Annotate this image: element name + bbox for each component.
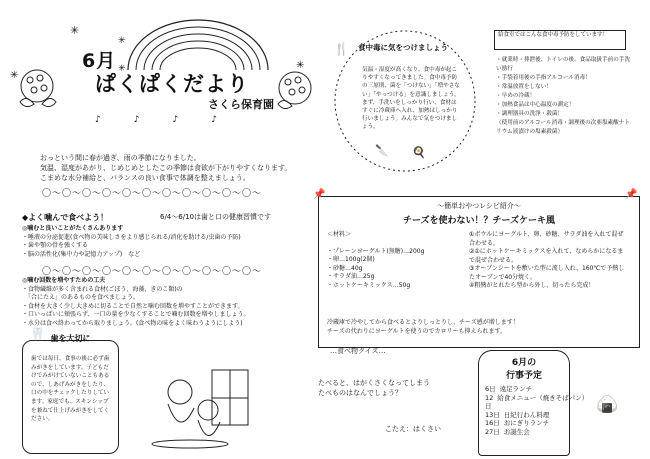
materials-label: ＜材料＞ [327, 231, 352, 238]
list-item: ・食物繊維が多く含まれる食材(ごぼう、海藻、きのこ類)の [22, 285, 183, 293]
schedule-row: 6日 遠足ランチ [485, 385, 533, 393]
schedule-list [485, 385, 589, 436]
list-item: ②①にホットケーキミックスを入れて、なめらかになるまで混ぜ合わせる。 [469, 248, 624, 264]
pushpin-icon: 📌 [625, 189, 638, 200]
list-item: ・手袋着用後の手指アルコール消毒！ [496, 75, 591, 81]
recipe-note: チーズの代わりにヨーグルトを使うのでカロリーも抑えられます。 [327, 327, 507, 335]
page-title: ぱくぱくだより [95, 72, 249, 96]
intro-line: 気温、湿度があがり、じめじめとしたこの季節は食欲が下がりやすくなります。 [40, 164, 292, 172]
recipe-ingredients [327, 231, 467, 290]
intro-text [40, 153, 320, 183]
quiz-answer: こたえ：はくさい [385, 425, 441, 433]
schedule-subtitle: 行事予定 [505, 371, 542, 381]
list-item: ・卵…100g(2個) [327, 256, 375, 263]
list-item: ④粗熱がとれたら型から外し、切ったら完成！ [469, 282, 595, 289]
teeth-box-text: 歯では毎日、食事の後に必ず歯みがきをしています。子どもだけでみがけていないこともあるので、しあげみがきをしたり、口の中をチェックしたりしています。家庭でも、スキンシップを兼ねて仕上げみがきをしてください。 [31, 356, 110, 423]
pushpin-icon: 📌 [313, 189, 326, 200]
list-item: ③オーブンシートを敷いた型に流し入れ、160℃で予熱したオーブンで40分焼く。 [469, 265, 625, 281]
list-item: ・加熱食品は中心温度の測定！ [496, 102, 575, 108]
intro-line: こまめな水分補給と、バランスの良い食事で体調を整えましょう。 [40, 174, 250, 182]
recipe-steps [469, 231, 629, 291]
schedule-row: 12日 給食メニュー（焼きそばパン） [485, 393, 589, 410]
hydrangea-icon [12, 64, 62, 114]
face-row-decoration: 〇〜〇〜〇〜〇〜〇〜〇〜〇〜〇〜〇〜〇〜〇〜 [42, 189, 263, 199]
recipe-label: 〜簡単おやつレシピ紹介〜 [437, 202, 521, 210]
list-item: ・就業時・排泄後、トイレの後、食品取扱手前の手洗い励行 [496, 57, 630, 72]
intro-line: おっという間に春が過ぎ、雨の季節になりました。 [40, 154, 201, 162]
children-brushing-illustration [150, 360, 260, 450]
schedule-title: 6月の [511, 358, 537, 368]
chew-tips [22, 277, 327, 328]
chew-week: 6/4〜6/10は歯と口の健康習慣です [160, 213, 271, 221]
face-row-decoration: 〇〜〇〜〇〜〇〜〇〜〇〜〇〜〇〜〇〜〇〜〇〜 [42, 267, 263, 277]
prevention-note [482, 22, 642, 172]
list-item: ・調理器具の洗浄・殺菌！ [496, 111, 564, 117]
cutting-board-icon: 🔪 [375, 144, 389, 157]
recipe-title: チーズを使わない！？チーズケーキ風 [402, 216, 556, 226]
school-name: さくら保育園 [208, 98, 274, 111]
star-icon: ✳ [118, 36, 126, 46]
frying-pan-icon: 🍳 [412, 146, 426, 159]
recipe-note: 冷蔵庫で冷やしてから食べるとよりしっとりし、チーズ感が増します！ [327, 319, 519, 326]
star-icon: ✳ [296, 60, 305, 71]
rainbow-illustration [120, 12, 275, 72]
tooth-icon: 🦷 [30, 327, 45, 341]
list-item: ・唾液の分泌促進(食べ物の美味しさをより感じられる/消化を助ける/虫歯の予防) [22, 233, 241, 241]
onigiri-icon: 🍙 [596, 394, 619, 415]
hydrangea-icon [270, 66, 320, 116]
list-item: ・早めの冷蔵！ [496, 93, 536, 99]
schedule-row: 13日 日紀行わん料理 [485, 410, 550, 419]
header-month: 6月 [82, 50, 117, 72]
list-item: ・砂糖…40g [327, 264, 363, 272]
prevention-list [496, 56, 634, 137]
list-item: ・水分は食べ終わってから取りましょう。(食べ物の味をよく味わうようにしよう) [22, 319, 243, 327]
header [0, 0, 320, 125]
list-item: ・サラダ油…25g [327, 273, 375, 280]
list-item: （使用前のアルコール消毒・調理後の次亜塩素酸ナトリウム液漬けの塩素殺菌） [496, 120, 630, 135]
chew-benefits [22, 225, 322, 259]
star-icon: ✳ [10, 70, 19, 81]
quiz-line: たべると、はがくさくなってしまう [318, 379, 430, 387]
list-item: 「合にたえ」のあるものを食べましょう。 [22, 294, 140, 301]
quiz-question [318, 378, 468, 398]
food-poisoning-section [330, 26, 480, 176]
chew-title: ◆よく噛んで食べよう！ [22, 213, 109, 222]
list-item: ・食材を大きく少し大きめに切ることで自然と噛む回数を増やすことができます。 [22, 302, 244, 310]
star-icon: ✳ [118, 64, 126, 74]
music-notes-decoration: ♪ ♪ ♪ ♪ [95, 115, 229, 125]
quiz-label: …食べ物クイズ… [330, 347, 386, 355]
schedule-row: 27日 お誕生会 [485, 427, 530, 436]
chew-tips-title: ◎噛む回数を増やすための工夫 [22, 277, 106, 284]
list-item: ・歯や顎の骨を強くする [22, 242, 89, 249]
list-item: ・ホットケーキミックス…50g [327, 281, 411, 289]
list-item: ・プレーンヨーグルト(無糖)…200g [327, 247, 425, 255]
list-item: ①ボウルにヨーグルト、卵、砂糖、サラダ油を入れて混ぜ合わせる。 [469, 231, 624, 247]
list-item: ・常温放置をしない！ [496, 84, 552, 90]
food-poisoning-title: 食中毒に気をつけましょう [358, 43, 448, 52]
schedule-box [478, 350, 589, 456]
list-item: ・口いっぱいに頬張らず、一口の量を少なくすることで噛む回数を増やしましょう。 [22, 311, 250, 318]
recipe-notes [327, 319, 627, 336]
star-icon: ✳ [70, 24, 80, 37]
prevention-title: 給食室ではこんな食中毒予防をしています！ [498, 32, 609, 38]
teeth-box-title: 歯を大切に [50, 334, 91, 343]
list-item: ・脳の活性化(集中力や記憶力アップ) など [22, 250, 141, 258]
kitchen-tools-icon: 🍴 [334, 42, 349, 56]
recipe-box [313, 189, 640, 348]
quiz-line: たべものはなんでしょう？ [318, 389, 402, 397]
food-poisoning-text: 気温・湿度が高くなり、食中毒が起こりやすくなってきました。食中毒予防の三原則、菌を「つけない」「増やさない」「やっつける」を意識しましょう。まず、手洗いをしっかり行い、食材はすぐに冷蔵庫へ入れ、加熱はしっかり行いましょう。みんなで気をつけましょう。 [362, 67, 460, 131]
schedule-row: 16日 おにぎりランチ [485, 419, 550, 427]
chew-benefits-title: ◎噛むと良いことがたくさんあります [22, 225, 124, 232]
teeth-box [22, 334, 119, 454]
